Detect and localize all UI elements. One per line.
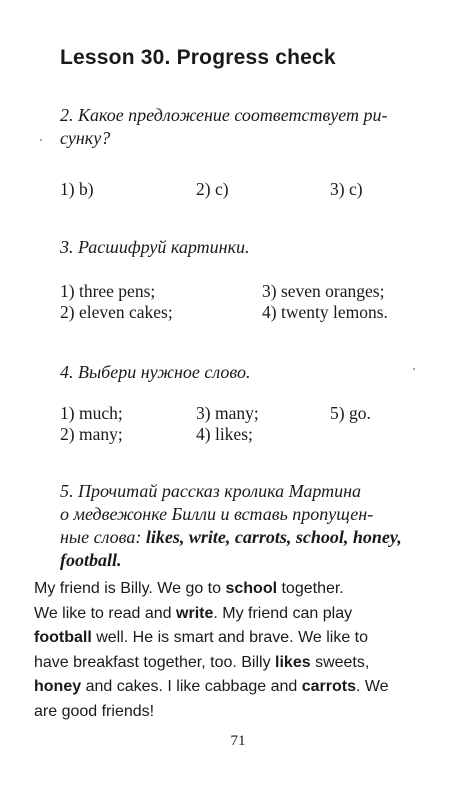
task-5-word-list-end: football.	[60, 550, 122, 570]
story-line-3	[34, 626, 444, 651]
story-text-fragment: My friend is Billy. We go to	[34, 580, 226, 597]
story-word-school: school	[225, 580, 278, 597]
task-5-line-3	[60, 526, 440, 549]
story-line-1	[34, 577, 444, 602]
story-text-fragment: and cakes. I like cabbage and	[81, 678, 302, 695]
story-text-fragment: sweets,	[310, 653, 370, 671]
task-5-question	[60, 480, 440, 572]
task-4-answer-3: 3) many;	[196, 403, 259, 423]
story-line-2	[34, 602, 444, 627]
task-5-line-3-prefix: ные слова:	[60, 527, 146, 547]
task-2-question-line-2: сунку?	[60, 128, 111, 148]
story-text-fragment: . My friend can play	[213, 604, 353, 622]
story-word-honey: honey	[34, 678, 82, 695]
task-5-line-2: о медвежонке Билли и вставь пропущен-	[60, 504, 374, 524]
story-text-fragment: We like to read and	[34, 604, 177, 622]
task-2-question	[60, 104, 440, 150]
task-3-answer-4: 4) twenty lemons.	[262, 302, 388, 322]
task-3-question: 3. Расшифруй картинки.	[60, 237, 250, 257]
task-4-answer-1: 1) much;	[60, 403, 123, 423]
task-5-line-1: 5. Прочитай рассказ кролика Мартина	[60, 481, 362, 501]
task-2-answer-1: 1) b)	[60, 179, 94, 199]
story-line-6: are good friends!	[34, 702, 155, 720]
story-text-fragment: . We	[355, 678, 389, 695]
task-3-answer-3: 3) seven oranges;	[262, 281, 385, 301]
task-5-word-list: likes, write, carrots, school, honey,	[145, 527, 402, 547]
task-3-answer-2: 2) eleven cakes;	[60, 302, 173, 322]
story-word-carrots: carrots	[301, 678, 356, 695]
page-number: 71	[230, 733, 246, 749]
task-2-answer-3: 3) c)	[330, 179, 363, 199]
task-5-line-4	[60, 549, 440, 572]
print-speck	[413, 368, 415, 370]
task-4-answer-5: 5) go.	[330, 403, 371, 423]
story-text-fragment: have breakfast together, too. Billy	[34, 653, 276, 671]
print-speck	[40, 139, 42, 141]
task-4-answer-2: 2) many;	[60, 424, 123, 444]
task-2-answer-2: 2) c)	[196, 179, 229, 199]
task-2-question-line-1: 2. Какое предложение соответствует ри-	[60, 105, 388, 125]
story-word-likes: likes	[275, 653, 311, 671]
task-3-answer-1: 1) three pens;	[60, 281, 156, 301]
task-4-question: 4. Выбери нужное слово.	[60, 362, 251, 382]
story-line-4	[34, 651, 444, 676]
lesson-title: Lesson 30. Progress check	[60, 46, 336, 69]
story-line-5	[34, 675, 444, 700]
task-4-answer-4: 4) likes;	[196, 424, 253, 444]
story-text	[34, 577, 444, 724]
story-word-write: write	[176, 604, 214, 622]
story-text-fragment: together.	[277, 580, 344, 597]
story-word-football: football	[34, 629, 92, 646]
story-text-fragment: well. He is smart and brave. We like to	[91, 629, 369, 646]
